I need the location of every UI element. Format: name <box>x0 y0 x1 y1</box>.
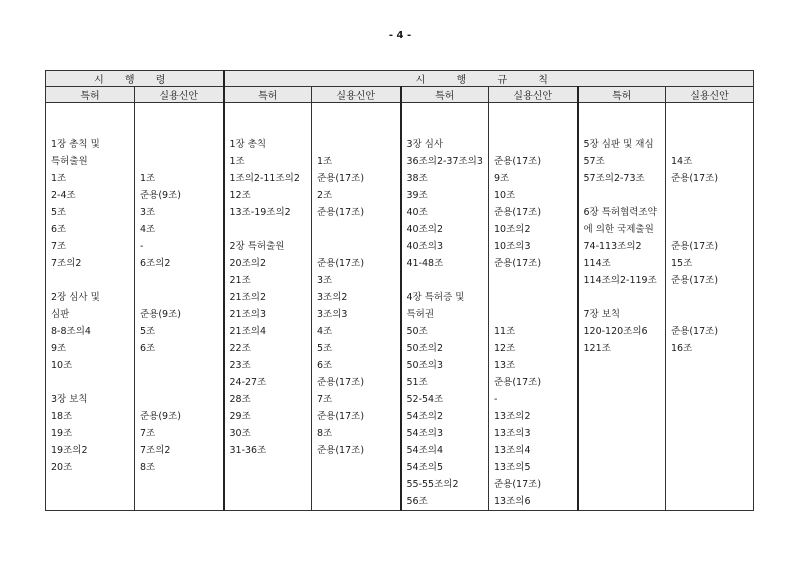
table-cell-line: 120-120조의6 <box>583 326 648 337</box>
table-cell-line: 36조의2-37조의3 <box>406 156 483 167</box>
table-cell-line: 7조 <box>317 394 333 405</box>
table-cell-line: 121조 <box>583 343 611 354</box>
table-cell-line <box>671 119 753 136</box>
comparison-table <box>45 70 754 511</box>
column-cell <box>489 103 578 511</box>
table-cell-line: 준용(17조) <box>317 377 365 388</box>
table-cell-line: 7장 보칙 <box>583 309 621 320</box>
table-cell-line: 준용(17조) <box>317 207 365 218</box>
table-cell-line: 8-8조의4 <box>51 326 91 337</box>
group-header-rules: 시 행 규 칙 <box>224 71 754 87</box>
group-header-row <box>46 71 754 87</box>
table-cell-line: 30조 <box>229 428 251 439</box>
table-cell-line: 준용(9조) <box>140 411 181 422</box>
table-cell-line: 6장 특허협력조약 <box>583 207 657 218</box>
column-cell <box>135 103 224 511</box>
table-cell-line: 에 의한 국제출원 <box>583 224 654 235</box>
table-cell-line: 1장 총칙 <box>229 139 267 150</box>
table-cell-line: 5조 <box>140 326 156 337</box>
table-cell-line: 9조 <box>51 343 67 354</box>
table-cell-line: 23조 <box>229 360 251 371</box>
page-number: - 4 - <box>388 30 412 41</box>
table-cell-line: 18조 <box>51 411 73 422</box>
col-header-utility: 실용신안 <box>135 87 224 103</box>
column-cell <box>401 103 489 511</box>
table-cell-line <box>140 272 223 289</box>
table-cell-line: 2장 심사 및 <box>51 292 100 303</box>
table-cell-line <box>230 221 312 238</box>
table-cell-line: 52-54조 <box>406 394 444 405</box>
table-cell-line: 준용(17조) <box>671 241 719 252</box>
col-header-utility: 실용신안 <box>312 87 401 103</box>
table-cell-line: 3장 보칙 <box>51 394 88 405</box>
table-cell-line <box>51 374 134 391</box>
table-cell-line: 57조의2-73조 <box>583 173 645 184</box>
table-cell-line: 11조 <box>494 326 516 337</box>
table-cell-line: 준용(9조) <box>140 309 181 320</box>
table-cell-line: 20조 <box>51 462 73 473</box>
table-cell-line <box>671 136 753 153</box>
table-cell-line: 10조 <box>51 360 73 371</box>
table-cell-line: 1조 <box>229 156 245 167</box>
table-cell-line <box>140 136 223 153</box>
table-cell-line: - <box>140 241 144 252</box>
table-cell-line: 준용(17조) <box>494 377 542 388</box>
table-cell-line: 준용(17조) <box>317 258 365 269</box>
table-cell-line: 10조 <box>494 190 516 201</box>
table-cell-line: 24-27조 <box>229 377 267 388</box>
col-header-patent: 특허 <box>46 87 135 103</box>
table-cell-line: 31-36조 <box>229 445 267 456</box>
table-cell-line <box>317 238 400 255</box>
table-cell-line: 21조의4 <box>229 326 266 337</box>
table-cell-line <box>140 289 223 306</box>
table-cell-line: 50조의2 <box>406 343 443 354</box>
table-cell-line: 1조 <box>51 173 67 184</box>
table-cell-line <box>584 187 666 204</box>
table-cell-line: 13조의5 <box>494 462 531 473</box>
table-cell-line: 13조의4 <box>494 445 531 456</box>
table-cell-line: 12조 <box>229 190 251 201</box>
table-cell-line: 13조 <box>494 360 516 371</box>
table-cell-line: 3조의2 <box>317 292 348 303</box>
table-cell-line <box>140 374 223 391</box>
table-cell-line <box>407 119 489 136</box>
table-cell-line <box>584 289 666 306</box>
column-cell <box>224 103 312 511</box>
col-header-patent: 특허 <box>578 87 666 103</box>
table-cell-line: 6조 <box>51 224 67 235</box>
table-cell-line: 3조 <box>140 207 156 218</box>
table-cell-line: 40조의3 <box>406 241 443 252</box>
table-cell-line: 15조 <box>671 258 693 269</box>
table-cell-line: 40조 <box>406 207 428 218</box>
table-cell-line: 13조의3 <box>494 428 531 439</box>
table-cell-line: 9조 <box>494 173 510 184</box>
col-header-patent: 특허 <box>224 87 312 103</box>
table-cell-line: 12조 <box>494 343 516 354</box>
table-cell-line <box>494 289 577 306</box>
table-cell-line <box>671 221 753 238</box>
table-cell-line: 4조 <box>140 224 156 235</box>
table-cell-line: 54조의3 <box>406 428 443 439</box>
table-cell-line: 28조 <box>229 394 251 405</box>
table-cell-line: 7조 <box>140 428 156 439</box>
table-cell-line: 준용(17조) <box>494 258 542 269</box>
column-header-row <box>46 87 754 103</box>
table-cell-line: 준용(17조) <box>671 173 719 184</box>
table-cell-line <box>671 204 753 221</box>
group-header-decree: 시 행 령 <box>46 71 224 87</box>
table-cell-line: 14조 <box>671 156 693 167</box>
table-cell-line: 50조의3 <box>406 360 443 371</box>
table-cell-line: 1장 총칙 및 <box>51 139 100 150</box>
table-cell-line: 준용(9조) <box>140 190 181 201</box>
table-cell-line: 39조 <box>406 190 428 201</box>
table-cell-line <box>671 289 753 306</box>
table-cell-line <box>671 187 753 204</box>
table-cell-line: 특허권 <box>406 309 435 320</box>
table-cell-line: 54조의5 <box>406 462 443 473</box>
col-header-utility: 실용신안 <box>666 87 754 103</box>
table-cell-line: 114조의2-119조 <box>583 275 657 286</box>
table-cell-line: 8조 <box>317 428 333 439</box>
table-cell-line: 22조 <box>229 343 251 354</box>
table-cell-line <box>494 136 577 153</box>
table-cell-line: - <box>494 394 498 405</box>
table-cell-line: 준용(17조) <box>494 207 542 218</box>
table-cell-line: 41-48조 <box>406 258 444 269</box>
table-cell-line: 준용(17조) <box>317 445 365 456</box>
table-cell-line: 54조의2 <box>406 411 443 422</box>
table-cell-line: 8조 <box>140 462 156 473</box>
table-cell-line: 13조-19조의2 <box>229 207 291 218</box>
table-cell-line <box>317 221 400 238</box>
table-cell-line: 7조의2 <box>140 445 171 456</box>
table-cell-line: 40조의2 <box>406 224 443 235</box>
table-cell-line: 심판 <box>51 309 70 320</box>
table-cell-line: 2-4조 <box>51 190 76 201</box>
table-cell-line: 74-113조의2 <box>583 241 642 252</box>
table-cell-line: 21조의3 <box>229 309 266 320</box>
table-cell-line: 준용(17조) <box>317 411 365 422</box>
column-cell <box>312 103 401 511</box>
table-cell-line <box>494 119 577 136</box>
table-cell-line: 5조 <box>317 343 333 354</box>
table-cell-line: 51조 <box>406 377 428 388</box>
table-cell-line: 13조의6 <box>494 496 531 507</box>
column-cell <box>666 103 754 511</box>
table-cell-line: 3조 <box>317 275 333 286</box>
table-cell-line: 19조의2 <box>51 445 88 456</box>
table-cell-line: 57조 <box>583 156 605 167</box>
table-cell-line <box>317 136 400 153</box>
table-cell-line <box>140 391 223 408</box>
column-cell <box>578 103 666 511</box>
table-cell-line <box>230 119 312 136</box>
table-cell-line <box>584 119 666 136</box>
table-cell-line: 준용(17조) <box>671 275 719 286</box>
table-cell-line: 1조 <box>317 156 333 167</box>
table-cell-line: 7조 <box>51 241 67 252</box>
table-cell-line <box>140 357 223 374</box>
table-cell-line: 114조 <box>583 258 611 269</box>
col-header-patent: 특허 <box>401 87 489 103</box>
table-cell-line: 10조의2 <box>494 224 531 235</box>
table-cell-line: 준용(17조) <box>671 326 719 337</box>
table-cell-line: 4조 <box>317 326 333 337</box>
body-row <box>46 103 754 511</box>
table-cell-line: 특허출원 <box>51 156 88 167</box>
table-cell-line: 1조 <box>140 173 156 184</box>
table-cell-line <box>140 119 223 136</box>
table-cell-line: 16조 <box>671 343 693 354</box>
table-cell-line: 55-55조의2 <box>406 479 459 490</box>
table-cell-line: 20조의2 <box>229 258 266 269</box>
table-cell-line <box>317 119 400 136</box>
table-cell-line <box>494 306 577 323</box>
table-cell-line: 54조의4 <box>406 445 443 456</box>
table-cell-line: 5장 심판 및 재심 <box>583 139 654 150</box>
table-cell-line: 2장 특허출원 <box>229 241 285 252</box>
table-cell-line: 21조 <box>229 275 251 286</box>
table-cell-line: 7조의2 <box>51 258 82 269</box>
table-cell-line: 준용(17조) <box>494 479 542 490</box>
table-cell-line: 19조 <box>51 428 73 439</box>
table-cell-line: 준용(17조) <box>494 156 542 167</box>
table-cell-line: 5조 <box>51 207 67 218</box>
col-header-utility: 실용신안 <box>489 87 578 103</box>
table-cell-line: 10조의3 <box>494 241 531 252</box>
table-cell-line <box>407 272 489 289</box>
table-cell-line: 6조 <box>140 343 156 354</box>
table-cell-line: 4장 특허증 및 <box>406 292 465 303</box>
table-cell-line: 6조의2 <box>140 258 171 269</box>
table-cell-line <box>51 272 134 289</box>
table-cell-line: 3조의3 <box>317 309 348 320</box>
table-cell-line <box>51 119 134 136</box>
table-cell-line: 21조의2 <box>229 292 266 303</box>
table-cell-line: 29조 <box>229 411 251 422</box>
table-cell-line: 2조 <box>317 190 333 201</box>
table-cell-line: 56조 <box>406 496 428 507</box>
table-cell-line: 38조 <box>406 173 428 184</box>
table-cell-line <box>671 306 753 323</box>
table-cell-line: 50조 <box>406 326 428 337</box>
table-cell-line <box>494 272 577 289</box>
table-cell-line <box>140 153 223 170</box>
table-cell-line: 준용(17조) <box>317 173 365 184</box>
table-cell-line: 6조 <box>317 360 333 371</box>
table-cell-line: 1조의2-11조의2 <box>229 173 300 184</box>
table-cell-line: 13조의2 <box>494 411 531 422</box>
table-cell-line: 3장 심사 <box>406 139 444 150</box>
column-cell <box>46 103 135 511</box>
